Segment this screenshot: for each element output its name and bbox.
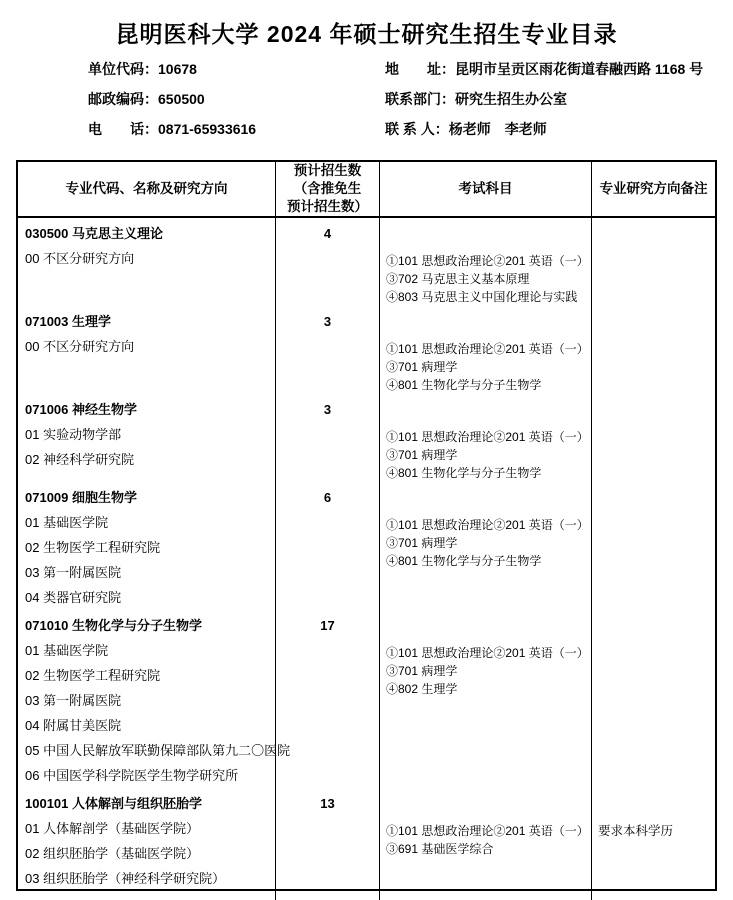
note-cell	[592, 482, 715, 610]
exam-subject-line: ①101 思想政治理论②201 英语（一）	[386, 518, 589, 532]
exam-subject-line: ③701 病理学	[386, 360, 458, 374]
header-note-label: 专业研究方向备注	[599, 181, 708, 196]
info-value: 10678	[158, 61, 197, 77]
planned-enrollment-count: 3	[323, 402, 332, 417]
header-major-column	[18, 162, 276, 216]
info-label: 电 话：	[88, 121, 158, 137]
major-code-title: 030500 马克思主义理论	[25, 226, 163, 241]
research-direction: 03 组织胚胎学（神经科学研究院）	[25, 871, 226, 886]
research-direction: 02 生物医学工程研究院	[25, 668, 161, 683]
table-header-row	[18, 162, 715, 218]
exams-cell	[380, 306, 592, 394]
research-direction: 02 生物医学工程研究院	[25, 540, 161, 555]
exam-subject-line: ③702 马克思主义基本原理	[386, 272, 530, 286]
info-line	[88, 61, 385, 77]
research-direction: 00 不区分研究方向	[25, 339, 135, 354]
info-right-column	[385, 61, 733, 151]
exam-subject-line: ④801 生物化学与分子生物学	[386, 554, 542, 568]
research-direction: 02 神经科学研究院	[25, 452, 135, 467]
info-value: 研究生招生办公室	[455, 91, 567, 107]
info-line	[385, 121, 733, 137]
header-quota-column	[276, 162, 380, 216]
table-body	[18, 218, 715, 900]
research-direction: 01 基础医学院	[25, 643, 109, 658]
exams-cell	[380, 610, 592, 788]
header-quota-line-3: 预计招生数）	[287, 199, 368, 214]
research-direction: 04 附属甘美医院	[25, 718, 122, 733]
research-direction: 02 组织胚胎学（基础医学院）	[25, 846, 200, 861]
exams-cell	[380, 218, 592, 306]
header-note-column	[592, 162, 715, 216]
exam-subject-line: ③701 病理学	[386, 448, 458, 462]
exam-subject-line: ④801 生物化学与分子生物学	[386, 466, 542, 480]
exam-subject-line: ①101 思想政治理论②201 英语（一）	[386, 254, 589, 268]
exam-subject-line: ③691 基础医学综合	[386, 842, 494, 856]
exam-subject-line: ①101 思想政治理论②201 英语（一）	[386, 646, 589, 660]
header-major-label: 专业代码、名称及研究方向	[65, 181, 228, 196]
info-label: 邮政编码：	[88, 91, 158, 107]
info-line	[88, 91, 385, 107]
quota-cell	[276, 788, 380, 900]
info-label: 单位代码：	[88, 61, 158, 77]
exams-cell	[380, 482, 592, 610]
info-value: 杨老师 李老师	[448, 121, 547, 137]
exams-cell	[380, 788, 592, 900]
planned-enrollment-count: 6	[323, 490, 332, 505]
quota-cell	[276, 610, 380, 788]
exam-subject-line: ④802 生理学	[386, 682, 458, 696]
major-cell	[18, 306, 276, 394]
table-section-row	[18, 482, 715, 610]
info-line	[88, 121, 385, 137]
note-cell	[592, 610, 715, 788]
header-exams-label: 考试科目	[458, 181, 513, 196]
research-direction: 01 人体解剖学（基础医学院）	[25, 821, 200, 836]
research-direction: 00 不区分研究方向	[25, 251, 135, 266]
research-direction: 04 类器官研究院	[25, 590, 122, 605]
exam-subject-line: ①101 思想政治理论②201 英语（一）	[386, 430, 589, 444]
exam-subject-line: ①101 思想政治理论②201 英语（一）	[386, 824, 589, 838]
info-value: 650500	[158, 91, 205, 107]
note-cell	[592, 218, 715, 306]
exam-subject-line: ④803 马克思主义中国化理论与实践	[386, 290, 578, 304]
research-direction: 01 实验动物学部	[25, 427, 122, 442]
info-label: 联 系 人：	[385, 121, 449, 137]
note-cell	[592, 394, 715, 482]
note-cell	[592, 788, 715, 900]
major-code-title: 071006 神经生物学	[25, 402, 137, 417]
info-value: 昆明市呈贡区雨花街道春融西路 1168 号	[455, 61, 704, 77]
major-code-title: 071003 生理学	[25, 314, 111, 329]
quota-cell	[276, 218, 380, 306]
major-cell	[18, 482, 276, 610]
header-quota-line-1: 预计招生数	[293, 163, 362, 178]
page-title: 昆明医科大学 2024 年硕士研究生招生专业目录	[115, 21, 618, 47]
major-cell	[18, 788, 276, 900]
direction-note: 要求本科学历	[598, 824, 674, 838]
table-section-row	[18, 306, 715, 394]
planned-enrollment-count: 17	[320, 618, 335, 633]
research-direction: 01 基础医学院	[25, 515, 109, 530]
research-direction: 03 第一附属医院	[25, 565, 122, 580]
research-direction: 05 中国人民解放军联勤保障部队第九二〇医院	[25, 743, 291, 758]
note-cell	[592, 306, 715, 394]
major-cell	[18, 394, 276, 482]
exam-subject-line: ③701 病理学	[386, 664, 458, 678]
major-code-title: 071009 细胞生物学	[25, 490, 137, 505]
table-section-row	[18, 218, 715, 306]
header-quota-line-2: （含推免生	[293, 181, 362, 196]
exam-subject-line: ①101 思想政治理论②201 英语（一）	[386, 342, 589, 356]
contact-info	[0, 61, 733, 151]
info-left-column	[88, 61, 385, 151]
quota-cell	[276, 306, 380, 394]
info-line	[385, 61, 733, 77]
table-section-row	[18, 394, 715, 482]
quota-cell	[276, 482, 380, 610]
admission-catalog-table	[16, 160, 717, 891]
info-value: 0871-65933616	[158, 121, 257, 137]
exams-cell	[380, 394, 592, 482]
planned-enrollment-count: 3	[323, 314, 332, 329]
research-direction: 03 第一附属医院	[25, 693, 122, 708]
info-label: 联系部门：	[385, 91, 455, 107]
planned-enrollment-count: 13	[320, 796, 335, 811]
table-section-row	[18, 610, 715, 788]
exam-subject-line: ③701 病理学	[386, 536, 458, 550]
major-cell	[18, 610, 291, 788]
major-code-title: 100101 人体解剖与组织胚胎学	[25, 796, 202, 811]
header-exams-column	[380, 162, 592, 216]
planned-enrollment-count: 4	[323, 226, 332, 241]
quota-cell	[276, 394, 380, 482]
major-code-title: 071010 生物化学与分子生物学	[25, 618, 202, 633]
major-cell	[18, 218, 276, 306]
exam-subject-line: ④801 生物化学与分子生物学	[386, 378, 542, 392]
research-direction: 06 中国医学科学院医学生物学研究所	[25, 768, 239, 783]
info-line	[385, 91, 733, 107]
info-label: 地 址：	[385, 61, 455, 77]
table-section-row	[18, 788, 715, 900]
